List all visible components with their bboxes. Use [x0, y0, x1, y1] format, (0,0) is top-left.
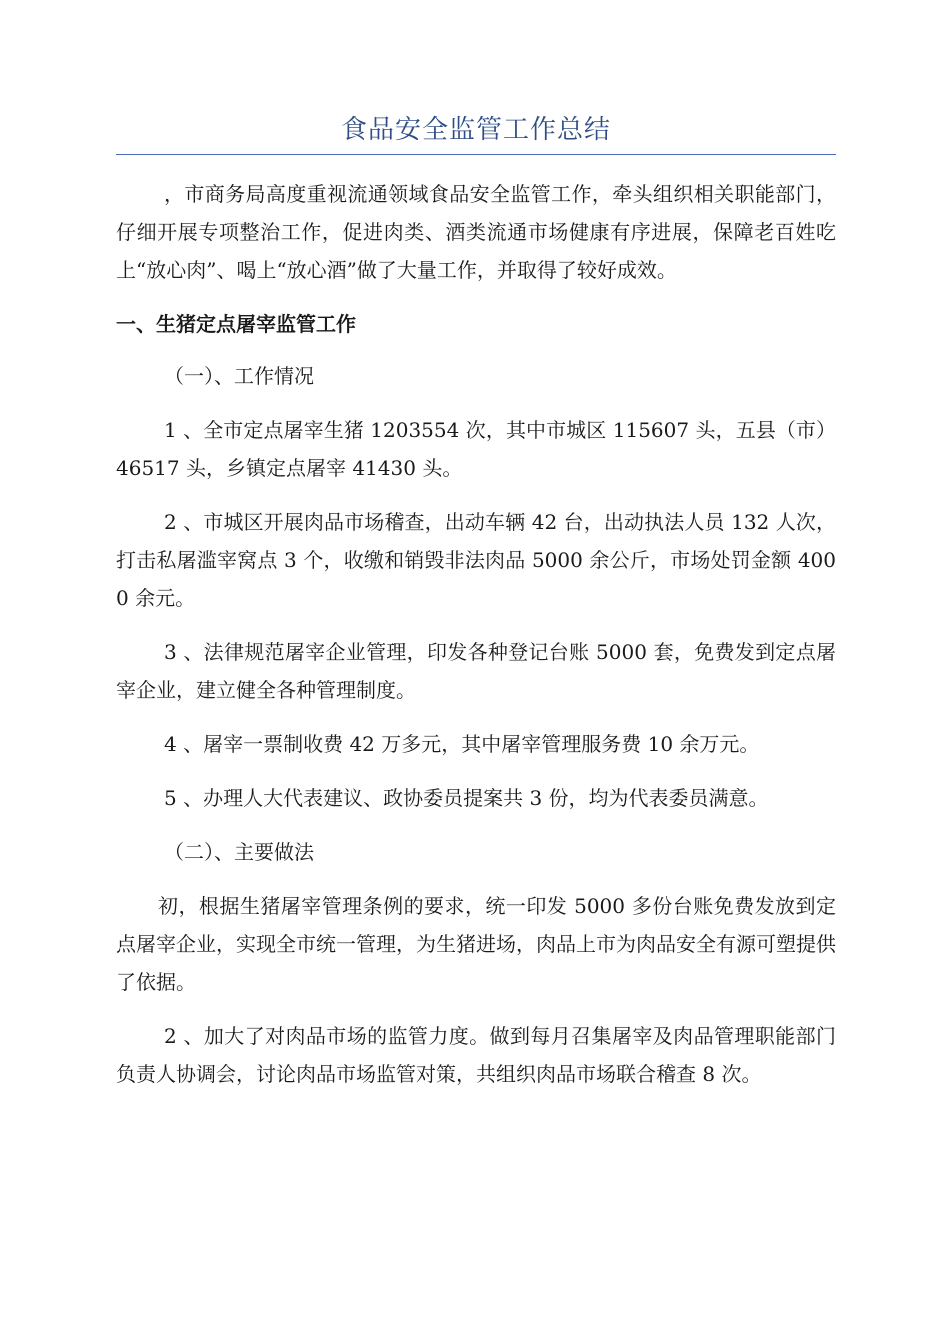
list-item: 3 、法律规范屠宰企业管理，印发各种登记台账 5000 套，免费发到定点屠宰企业，建立健全各种管理制度。: [116, 640, 836, 702]
subsection-heading: （一）、工作情况: [164, 364, 314, 388]
subsection-heading: （二）、主要做法: [164, 840, 314, 864]
intro-paragraph: ，市商务局高度重视流通领域食品安全监管工作，牵头组织相关职能部门，仔细开展专项整治工作，促进肉类、酒类流通市场健康有序进展，保障老百姓吃上“放心肉”、喝上“放心酒”做了大量工作，并取得了较好成效。: [116, 182, 836, 282]
list-item: 1 、全市定点屠宰生猪 1203554 次，其中市城区 115607 头，五县（市）46517 头，乡镇定点屠宰 41430 头。: [116, 418, 836, 480]
list-item: 2 、市城区开展肉品市场稽查，出动车辆 42 台，出动执法人员 132 人次，打击私屠滥宰窝点 3 个，收缴和销毁非法肉品 5000 余公斤，市场处罚金额 4000 余元。: [116, 510, 836, 610]
list-item: 4 、屠宰一票制收费 42 万多元，其中屠宰管理服务费 10 余万元。: [164, 732, 760, 756]
section-heading: 一、生猪定点屠宰监管工作: [116, 312, 356, 336]
list-item: 2 、加大了对肉品市场的监管力度。做到每月召集屠宰及肉品管理职能部门负责人协调会，讨论肉品市场监管对策，共组织肉品市场联合稽查 8 次。: [116, 1024, 836, 1086]
list-item: 初，根据生猪屠宰管理条例的要求，统一印发 5000 多份台账免费发放到定点屠宰企业，实现全市统一管理，为生猪进场，肉品上市为肉品安全有源可塑提供了依据。: [116, 894, 836, 994]
list-item: 5 、办理人大代表建议、政协委员提案共 3 份，均为代表委员满意。: [164, 786, 769, 810]
document-title: 食品安全监管工作总结: [340, 115, 611, 145]
document-page: [116, 112, 836, 1093]
title-underline: [116, 154, 836, 155]
